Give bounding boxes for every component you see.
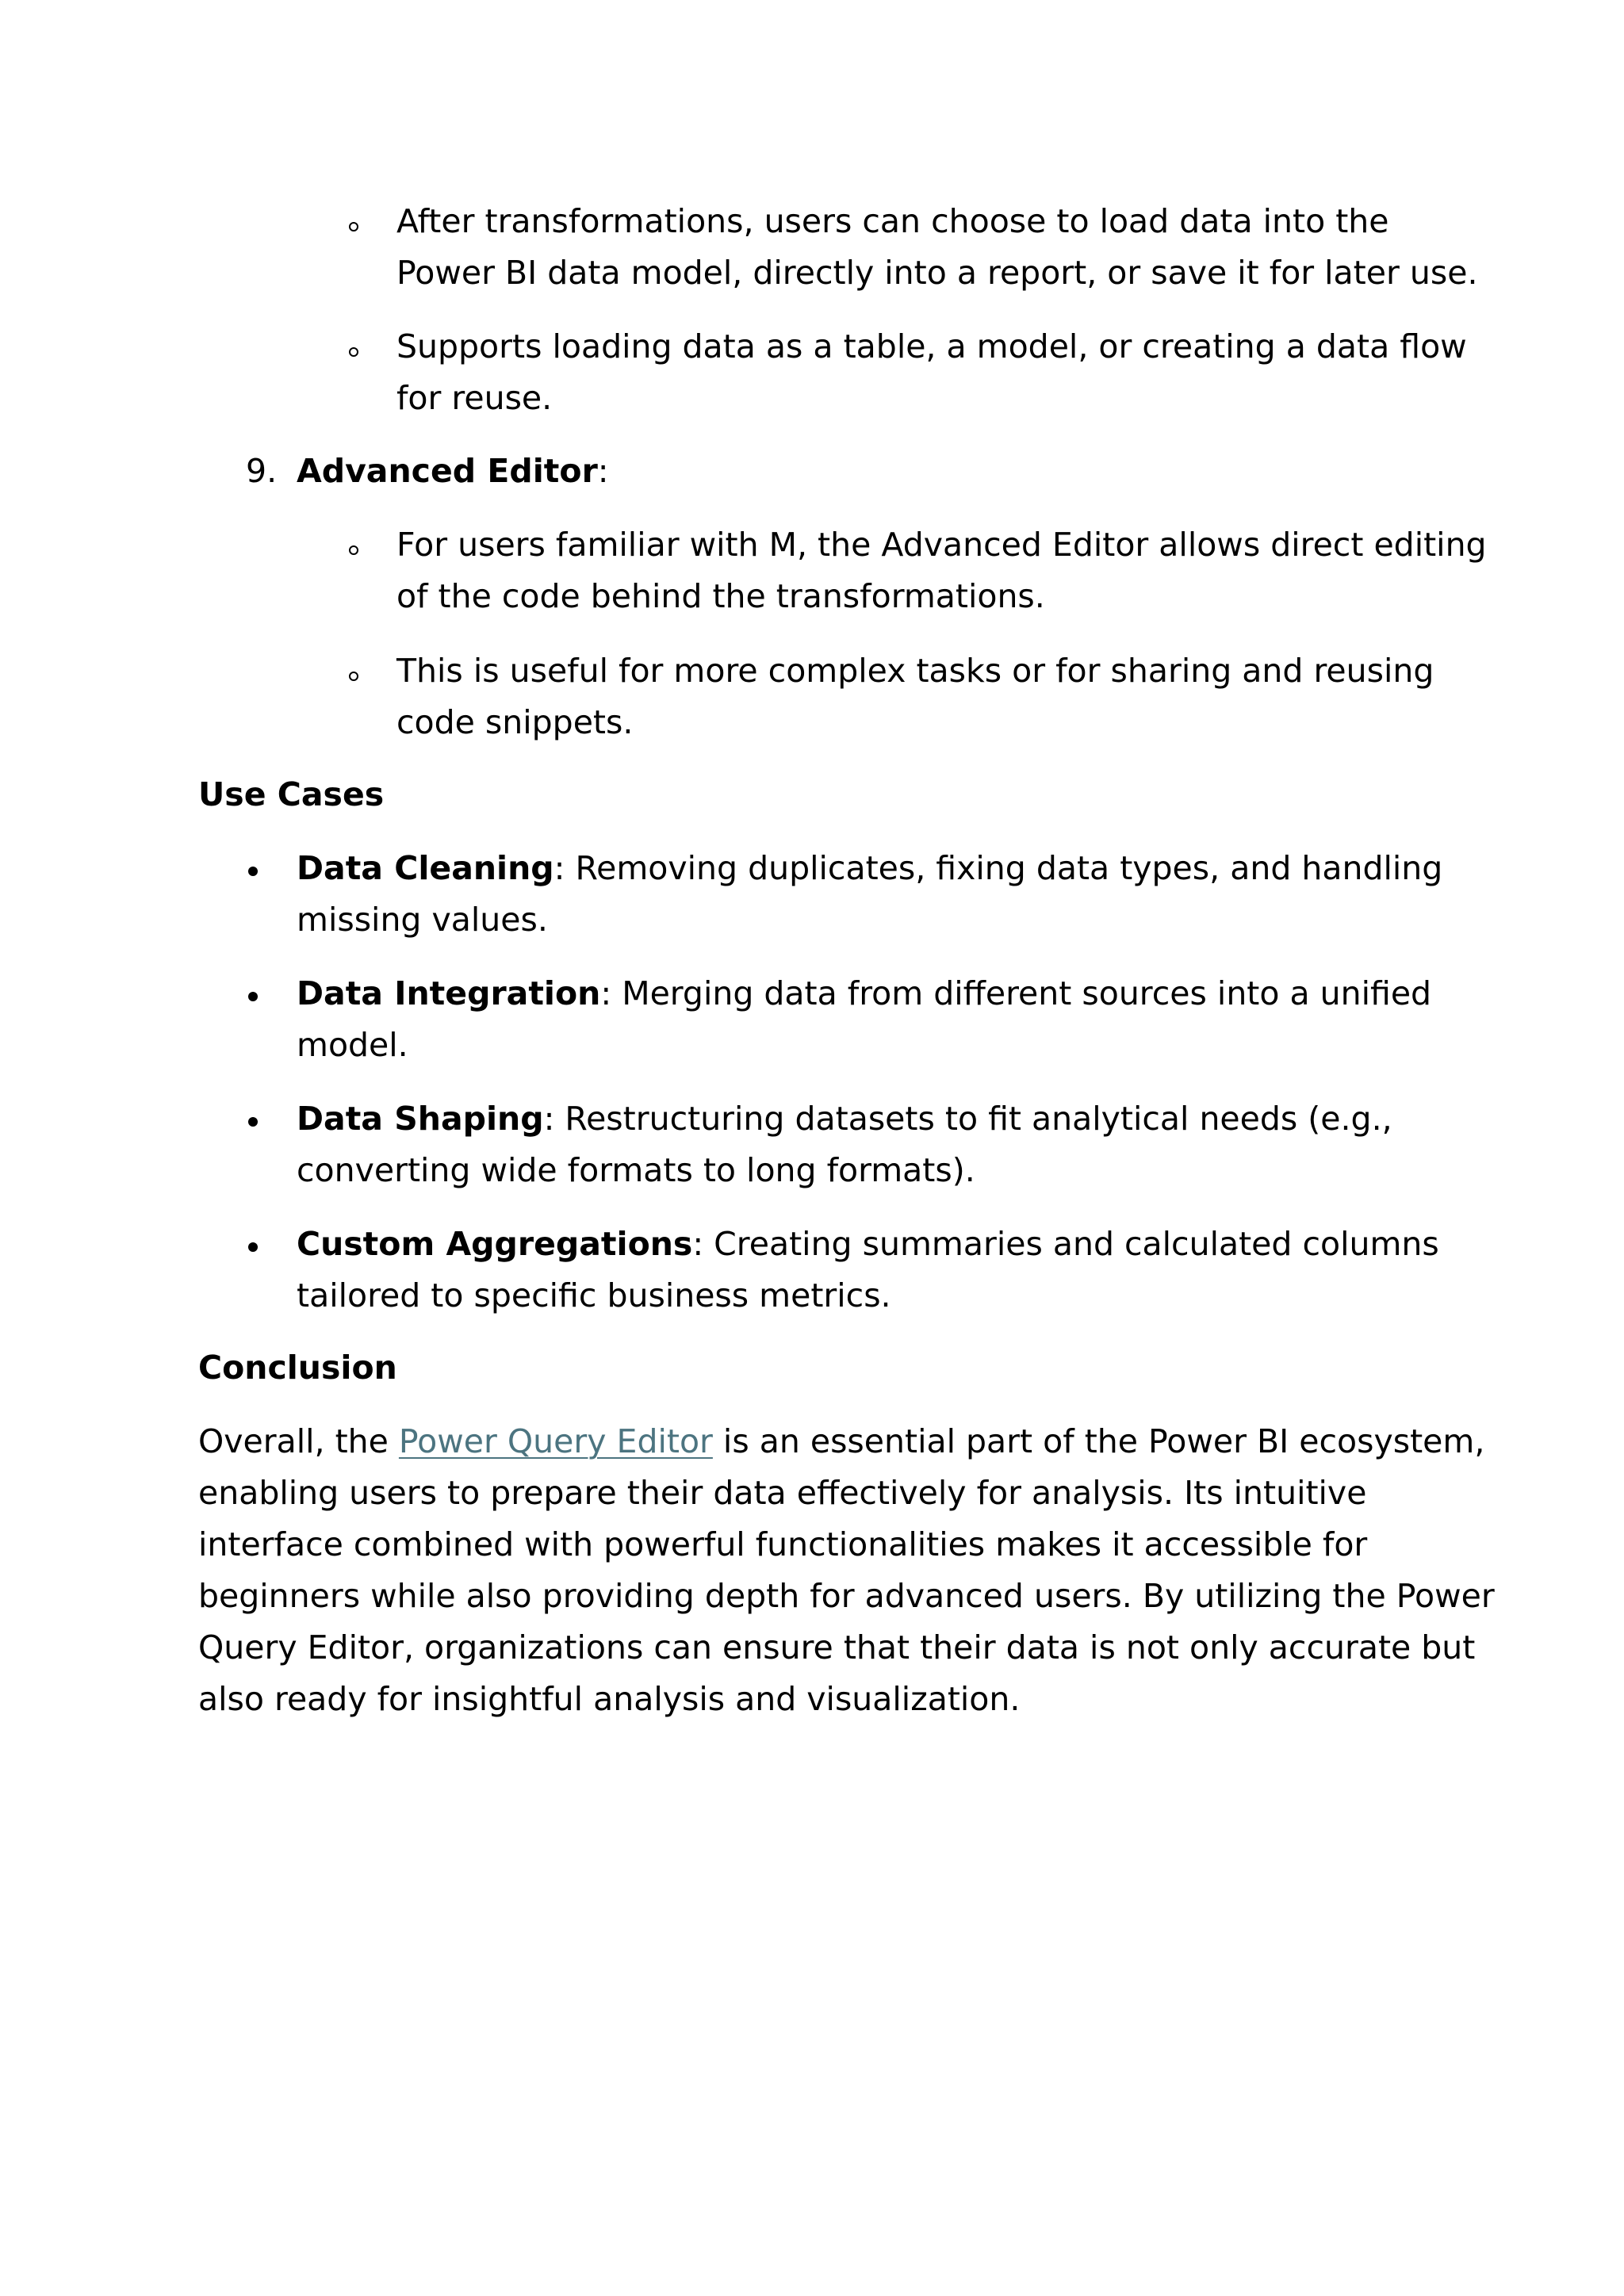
list-item-line: This is useful for more complex tasks or for sharing and reusing: [396, 652, 1434, 690]
list-number: 9.: [246, 452, 278, 490]
list-item-line: For users familiar with M, the Advanced Editor allows direct editing: [396, 526, 1487, 564]
use-case-term: Custom Aggregations: [297, 1225, 693, 1263]
list-item-line: : Removing duplicates, fixing data types, and handling: [553, 849, 1443, 887]
list-item-text: [297, 843, 1442, 946]
list-item-line: converting wide formats to long formats).: [297, 1151, 975, 1189]
list-item-line: Power BI data model, directly into a report, or save it for later use.: [396, 254, 1478, 292]
conclusion-paragraph: [198, 1416, 1495, 1725]
paragraph-line: Query Editor, organizations can ensure that their data is not only accurate but: [198, 1628, 1476, 1667]
list-item-text: [297, 1219, 1439, 1322]
hollow-bullet-icon: [349, 545, 358, 555]
list-item-text: [297, 968, 1431, 1071]
paragraph-text: Overall, the: [198, 1422, 399, 1460]
list-item-text: [396, 519, 1487, 622]
list-item-line: After transformations, users can choose to load data into the: [396, 202, 1389, 240]
paragraph-line: beginners while also providing depth for advanced users. By utilizing the Power: [198, 1577, 1495, 1615]
list-item-line: tailored to specific business metrics.: [297, 1276, 891, 1314]
use-case-term: Data Cleaning: [297, 849, 554, 887]
bullet-icon: [248, 1117, 258, 1127]
hollow-bullet-icon: [349, 672, 358, 681]
list-item-text: [396, 196, 1477, 299]
list-item-line: Supports loading data as a table, a model, or creating a data flow: [396, 327, 1467, 365]
paragraph-line: also ready for insightful analysis and visualization.: [198, 1680, 1021, 1718]
list-item-text: [396, 645, 1434, 748]
paragraph-line: enabling users to prepare their data effectively for analysis. Its intuitive: [198, 1474, 1367, 1512]
power-query-editor-link[interactable]: Power Query Editor: [398, 1422, 713, 1460]
conclusion-heading: Conclusion: [198, 1349, 397, 1387]
hollow-bullet-icon: [349, 347, 358, 357]
list-item-line: of the code behind the transformations.: [396, 577, 1045, 615]
use-case-term: Data Integration: [297, 974, 601, 1012]
bullet-icon: [248, 867, 258, 876]
list-item-text: [396, 321, 1467, 424]
list-item-text: [297, 1093, 1392, 1196]
bullet-icon: [248, 1242, 258, 1252]
list-item-line: code snippets.: [396, 703, 634, 741]
list-item-line: missing values.: [297, 901, 548, 939]
use-case-term: Data Shaping: [297, 1100, 544, 1138]
use-cases-heading: Use Cases: [198, 775, 385, 813]
list-item-line: model.: [297, 1026, 408, 1064]
paragraph-line: interface combined with powerful functionalities makes it accessible for: [198, 1525, 1368, 1563]
advanced-editor-title: Advanced Editor: [297, 452, 598, 490]
list-item-line: : Creating summaries and calculated columns: [692, 1225, 1439, 1263]
list-item-title: [297, 446, 609, 497]
list-item-line: : Restructuring datasets to fit analytical needs (e.g.,: [543, 1100, 1392, 1138]
hollow-bullet-icon: [349, 222, 358, 232]
paragraph-text: is an essential part of the Power BI ecosystem,: [712, 1422, 1485, 1460]
title-suffix: :: [597, 452, 609, 490]
list-item-line: for reuse.: [396, 379, 553, 417]
list-item-line: : Merging data from different sources into a unified: [600, 974, 1432, 1012]
bullet-icon: [248, 992, 258, 1001]
